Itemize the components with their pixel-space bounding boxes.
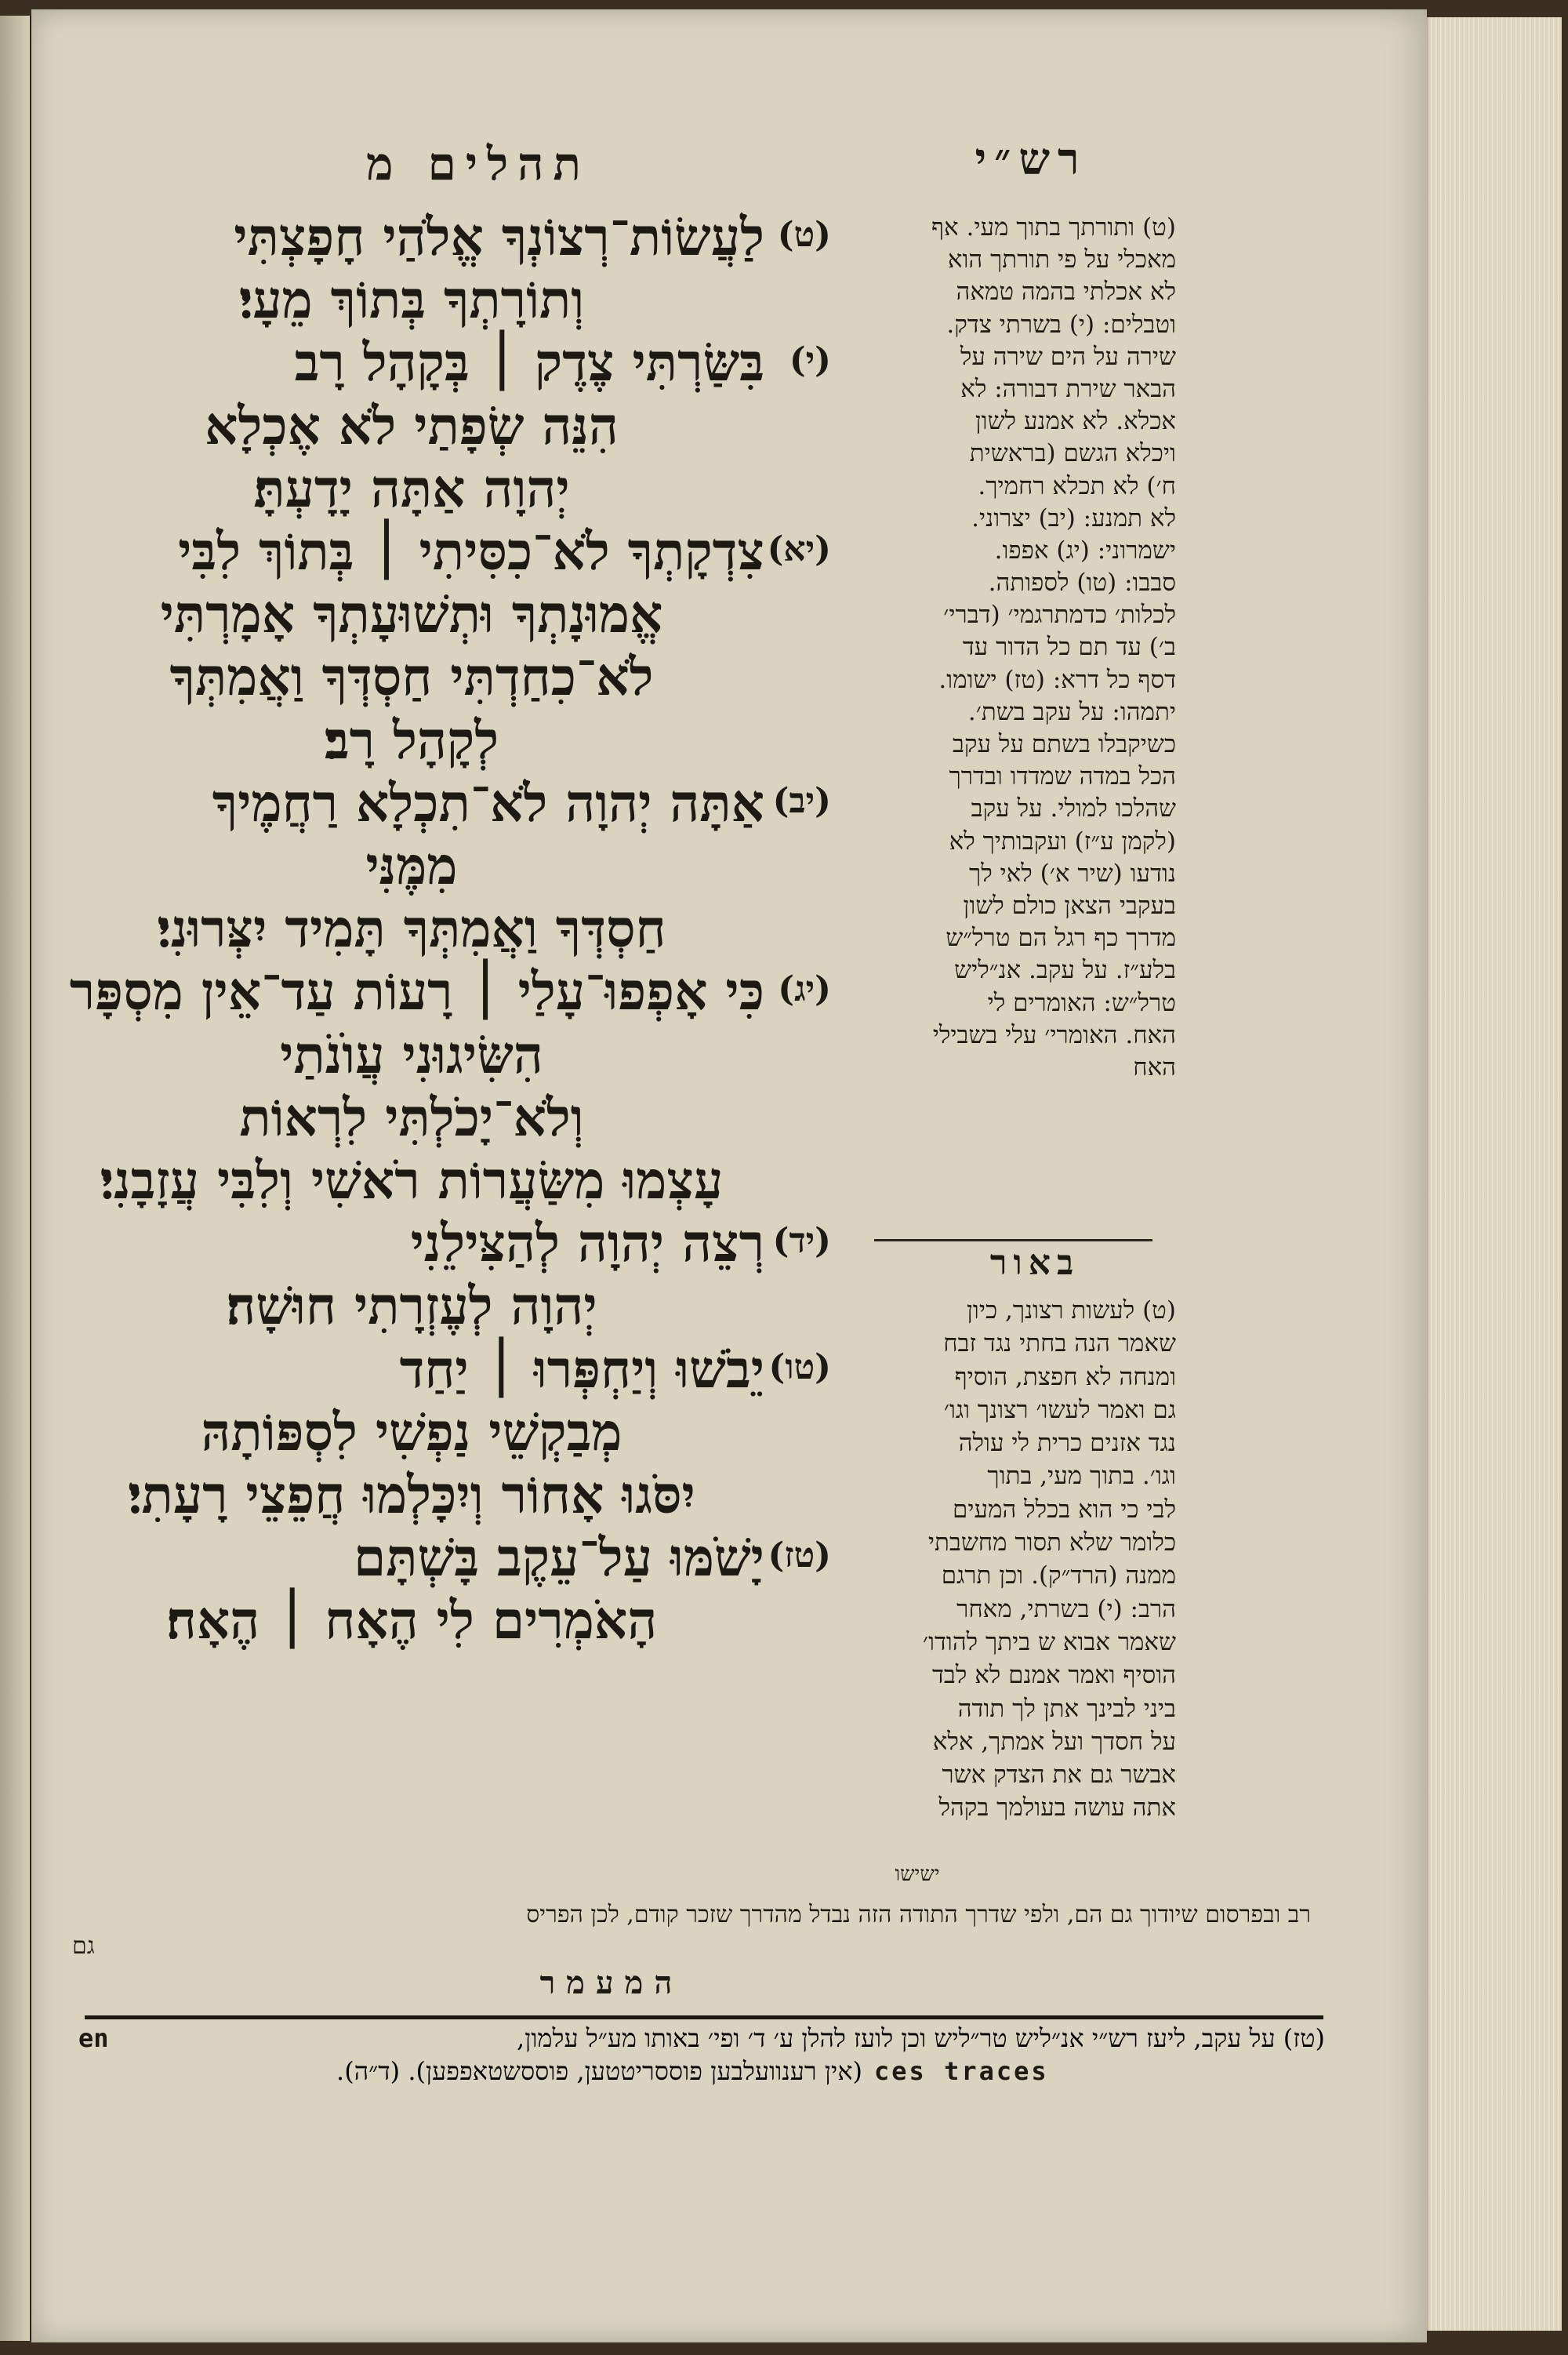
verse-line: יִסֹּגוּ אָחוֹר וְיִכָּלְמוּ חֲפֵצֵי רָעָתִי׃ xyxy=(128,1464,695,1525)
verse-line: יְהוָה לְעֶזְרָתִי חוּשָׁה׃ xyxy=(226,1275,597,1337)
biur-line: ממנה (הרד״ק). וכן תרגם xyxy=(941,1561,1176,1590)
verse-line: עָצְמוּ מִשַּׂעֲרוֹת רֹאשִׁי וְלִבִּי עֲזָבָנִי׃ xyxy=(100,1150,724,1211)
rashi-commentary xyxy=(862,212,1176,1084)
verse-line: יְהוָה אַתָּה יָדָעְתָּ׃ xyxy=(253,457,570,519)
biur-line: אבשר גם את הצדק אשר xyxy=(942,1761,1176,1790)
rashi-line: הבאר שירת דבורה: לא xyxy=(960,374,1176,403)
biur-line: הוסיף ואמר אמנם לא לבד xyxy=(932,1661,1176,1690)
rashi-line: מדרך כף רגל הם טרל״ש xyxy=(946,924,1176,953)
rashi-line: ישמרוני: (יג) אפפו. xyxy=(994,536,1176,565)
verse-number: (יג) xyxy=(778,969,831,1010)
verse-number: (י) xyxy=(789,340,831,381)
catchword: ישישו xyxy=(895,1863,940,1886)
verse-line: יֵבֹשׁוּ וְיַחְפְּרוּ ׀ יַחַד xyxy=(399,1338,764,1400)
verse-number: (יא) xyxy=(767,529,831,569)
hameamer-note-line-2 xyxy=(78,2056,1325,2088)
rashi-line: אכלא. לא אמנע לשון xyxy=(975,407,1176,436)
rashi-line: הכל במדה שמדדו ובדרך xyxy=(949,762,1176,791)
verse-line: הָאֹמְרִים לִי הֶאָח ׀ הֶאָח׃ xyxy=(165,1590,658,1652)
biur-line: שאמר אבוא ש ביתך להודו׳ xyxy=(922,1627,1176,1656)
rashi-line: סבבו: (טו) לספותה. xyxy=(988,569,1176,598)
rashi-line: נודעו (שיר א׳) לאי לך xyxy=(968,859,1176,888)
verse-line: חַסְדְּךָ וַאֲמִתְּךָ תָּמִיד יִצְּרוּנִי׃ xyxy=(157,898,666,960)
previous-page-edge xyxy=(0,16,31,2341)
psalms-header: תהלים מ xyxy=(366,137,590,191)
rashi-line: שהלכו למולי. על עקב xyxy=(971,794,1176,823)
rashi-line: כשיקבלו בשתם על עקב xyxy=(952,730,1176,758)
rashi-header: רש״י xyxy=(975,133,1087,185)
verse-line: מִמֶּנִּי xyxy=(365,835,458,896)
rashi-line: לא אכלתי בהמה טמאה xyxy=(956,278,1176,307)
rashi-line: טרל״ש: האומרים לי xyxy=(987,988,1176,1017)
verse-line: לַעֲשׂוֹת־רְצוֹנְךָ אֱלֹהַי חָפָצְתִּי xyxy=(234,206,764,267)
biur-continuation-end: גם xyxy=(72,1932,95,1960)
biur-line: ביני לבינך אתן לך תודה xyxy=(957,1694,1176,1723)
rashi-line: לכלות׳ כדמתרגמי׳ (דברי׳ xyxy=(943,601,1176,630)
note-hebrew-text: (אין רענוועלבען פוססריטטען, פוססשטאפפען). (ד״ה). xyxy=(336,2056,862,2086)
hameamer-note-line-1 xyxy=(78,2023,1325,2055)
biur-line: הרב: (י) בשרתי, מאחר xyxy=(956,1594,1176,1623)
rashi-line: בעקבי הצאן כולם לשון xyxy=(963,891,1176,920)
verse-line: וְתוֹרָתְךָ בְּתוֹךְ מֵעָי׃ xyxy=(238,269,585,331)
verse-line: וְלֹא־יָכֹלְתִּי לִרְאוֹת xyxy=(239,1086,584,1148)
biur-continuation: רב ובפרסום שיודוך גם הם, ולפי שדרך התודה הזה נבדל מהדרך שזכר קודם, לכן הפריס xyxy=(526,1901,1311,1928)
note-hebrew-text: (טז) על עקב, ליעז רש״י אנ״ליש טר״ליש וכן לועז להלן ע׳ ד׳ ופי׳ באותו מע״ל עלמון, xyxy=(517,2023,1325,2053)
rashi-line: לא תמנע: (יב) יצרוני. xyxy=(971,503,1176,532)
verse-number: (ט) xyxy=(777,215,831,255)
rashi-line: ויכלא הגשם (בראשית xyxy=(969,439,1176,468)
biur-line: אתה עושה בעולמך בקהל xyxy=(938,1794,1176,1823)
rashi-line: וטבלים: (י) בשרתי צדק. xyxy=(946,310,1176,339)
verse-line: כִּי אָפְפוּ־עָלַי ׀ רָעוֹת עַד־אֵין מִסְפָּר xyxy=(69,961,764,1023)
verse-line: רְצֵה יְהוָה לְהַצִּילֵנִי xyxy=(410,1212,764,1274)
rashi-line: (ט) ותורתך בתוך מעי. אף xyxy=(931,213,1176,242)
rashi-line: בלע״ז. על עקב. אנ״ליש xyxy=(954,956,1176,985)
biur-line: ומנחה לא חפצת, הוסיף xyxy=(954,1362,1176,1391)
biur-line: לבי כי הוא בכלל המעים xyxy=(953,1495,1176,1524)
rashi-line: יתמהו: על עקב בשת׳. xyxy=(967,697,1176,726)
verse-number: (טו) xyxy=(768,1346,831,1387)
biur-line: שאמר הנה בחתי נגד זבח xyxy=(943,1329,1176,1358)
hameamer-title: המעמר xyxy=(539,1964,684,2001)
verse-number: (יב) xyxy=(772,780,831,821)
page-block-edge xyxy=(1427,17,1562,2331)
biur-line: כלומר שלא תסור מחשבתי xyxy=(927,1528,1176,1557)
verse-line: יָשֹׁמּוּ עַל־עֵקֶב בָּשְׁתָּם xyxy=(354,1527,764,1589)
rashi-line: האח xyxy=(1133,1052,1176,1081)
biur-line: על חסדך ועל אמתך, אלא xyxy=(932,1727,1176,1756)
biur-commentary xyxy=(862,1294,1176,1825)
verse-line: הִנֵּה שְׂפָתַי לֹא אֶכְלָא xyxy=(205,394,619,456)
verse-number: (טז) xyxy=(768,1535,831,1576)
rashi-line: דסף כל דרא: (טז) ישומו. xyxy=(938,665,1176,694)
biur-title: באור xyxy=(989,1243,1080,1283)
note-latin-text: en xyxy=(78,2023,109,2053)
verse-line: מְבַקְשֵׁי נַפְשִׁי לִסְפּוֹתָהּ xyxy=(201,1401,622,1463)
biur-line: נגד אזנים כרית לי עולה xyxy=(958,1429,1176,1458)
rashi-line: ב׳) עד תם כל הדור עד xyxy=(962,633,1176,662)
rashi-line: שירה על הים שירה על xyxy=(960,342,1176,371)
verse-line: לֹא־כִחַדְתִּי חַסְדְּךָ וַאֲמִתְּךָ xyxy=(169,646,654,708)
biur-line: גם ואמר לעשו׳ רצונך וגו׳ xyxy=(943,1395,1176,1424)
rashi-line: מאכלי על פי תורתך הוא xyxy=(947,245,1176,274)
verse-number: (יד) xyxy=(772,1221,831,1262)
hameamer-rule xyxy=(85,2015,1323,2019)
verse-line: הִשִּׂיגוּנִי עֲוֺנֹתַי xyxy=(280,1023,543,1085)
verse-line: אֱמוּנָתְךָ וּתְשׁוּעָתְךָ אָמָרְתִּי xyxy=(160,583,663,645)
biur-line: וגו׳. בתוך מעי, בתוך xyxy=(987,1462,1176,1491)
note-latin-text: ces traces xyxy=(874,2056,1049,2086)
rashi-line: (לקמן ע״ז) ועקבותיך לא xyxy=(949,827,1176,856)
verse-line: לְקָהָל רָב׃ xyxy=(324,709,499,771)
verse-line: אַתָּה יְהוָה לֹא־תִכְלָא רַחֲמֶיךָ xyxy=(212,772,764,834)
rashi-line: ח׳) לא תכלא רחמיך. xyxy=(978,471,1176,500)
commentary-divider xyxy=(874,1239,1152,1241)
verse-line: בִּשַּׂרְתִּי צֶדֶק ׀ בְּקָהָל רָב xyxy=(294,332,764,394)
biur-line: (ט) לעשות רצונך, כיון xyxy=(967,1296,1176,1325)
rashi-line: האח. האומרי׳ עלי בשבילי xyxy=(932,1020,1176,1049)
verse-line: צִדְקָתְךָ לֹא־כִסִּיתִי ׀ בְּתוֹךְ לִבִּי xyxy=(178,521,764,582)
